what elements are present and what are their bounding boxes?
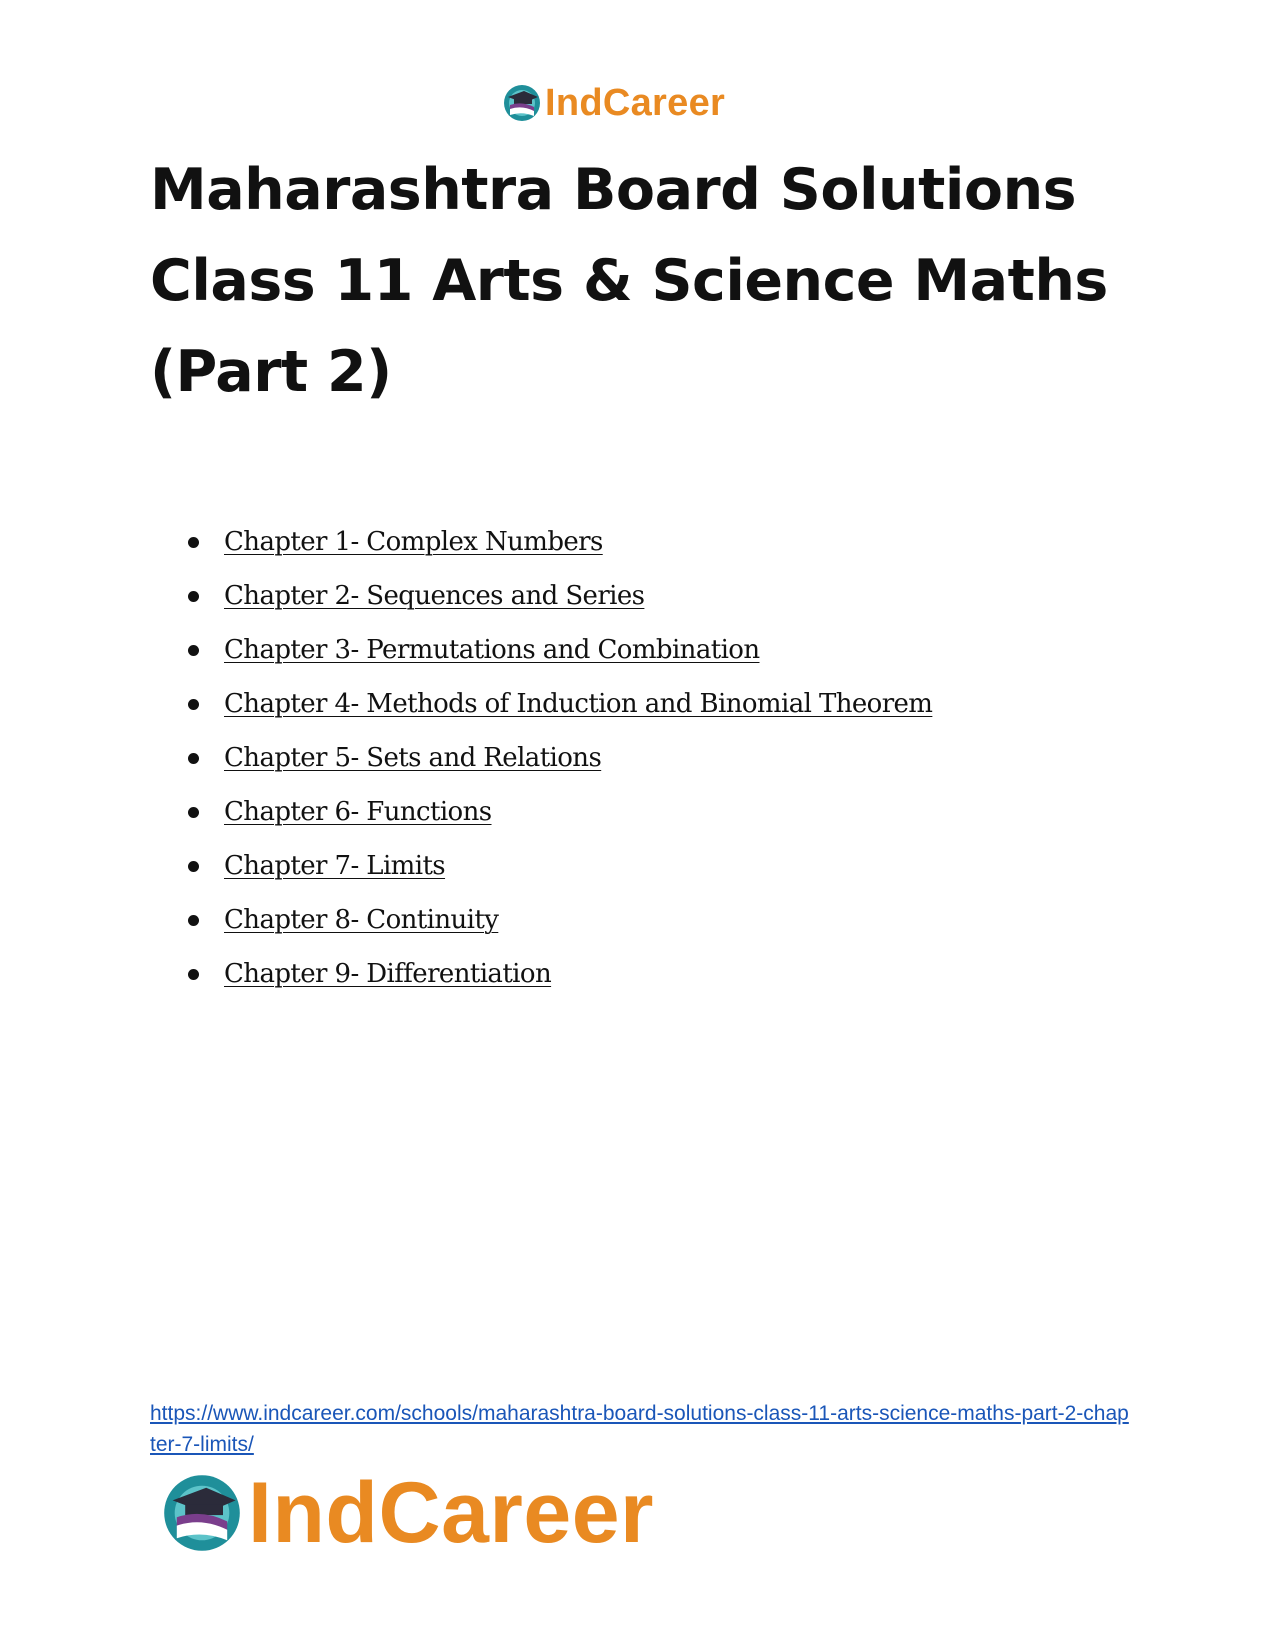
list-item	[188, 515, 932, 569]
page-title: Maharashtra Board Solutions Class 11 Arts & Science Maths (Part 2)	[150, 157, 1108, 405]
chapter-link-7[interactable]: Chapter 7- Limits	[224, 851, 446, 881]
graduation-cap-book-icon	[502, 83, 542, 123]
chapter-link-3[interactable]: Chapter 3- Permutations and Combination	[224, 635, 760, 665]
chapter-link-4[interactable]: Chapter 4- Methods of Induction and Binomial Theorem	[224, 689, 933, 719]
source-url-link[interactable]: https://www.indcareer.com/schools/maharashtra-board-solutions-class-11-arts-science-maths-part-2-chapter-7-limits/	[150, 1402, 1129, 1456]
list-item	[188, 893, 932, 947]
bullet-icon	[188, 753, 199, 764]
chapter-link-6[interactable]: Chapter 6- Functions	[224, 797, 492, 827]
chapter-link-2[interactable]: Chapter 2- Sequences and Series	[224, 581, 645, 611]
chapter-link-1[interactable]: Chapter 1- Complex Numbers	[224, 527, 603, 557]
graduation-cap-book-icon	[160, 1471, 244, 1555]
list-item	[188, 947, 932, 1001]
bullet-icon	[188, 591, 199, 602]
bullet-icon	[188, 861, 199, 872]
chapter-link-9[interactable]: Chapter 9- Differentiation	[224, 959, 552, 989]
header-logo	[502, 80, 725, 126]
bullet-icon	[188, 969, 199, 980]
chapter-link-5[interactable]: Chapter 5- Sets and Relations	[224, 743, 602, 773]
bullet-icon	[188, 807, 199, 818]
list-item	[188, 839, 932, 893]
logo-wordmark: IndCareer	[545, 82, 726, 124]
bullet-icon	[188, 915, 199, 926]
footer-logo	[160, 1465, 654, 1561]
list-item	[188, 623, 932, 677]
logo-wordmark: IndCareer	[248, 1465, 654, 1561]
list-item	[188, 677, 932, 731]
list-item	[188, 569, 932, 623]
bullet-icon	[188, 699, 199, 710]
chapter-link-8[interactable]: Chapter 8- Continuity	[224, 905, 499, 935]
list-item	[188, 731, 932, 785]
bullet-icon	[188, 645, 199, 656]
list-item	[188, 785, 932, 839]
bullet-icon	[188, 537, 199, 548]
chapter-list	[188, 515, 932, 1001]
